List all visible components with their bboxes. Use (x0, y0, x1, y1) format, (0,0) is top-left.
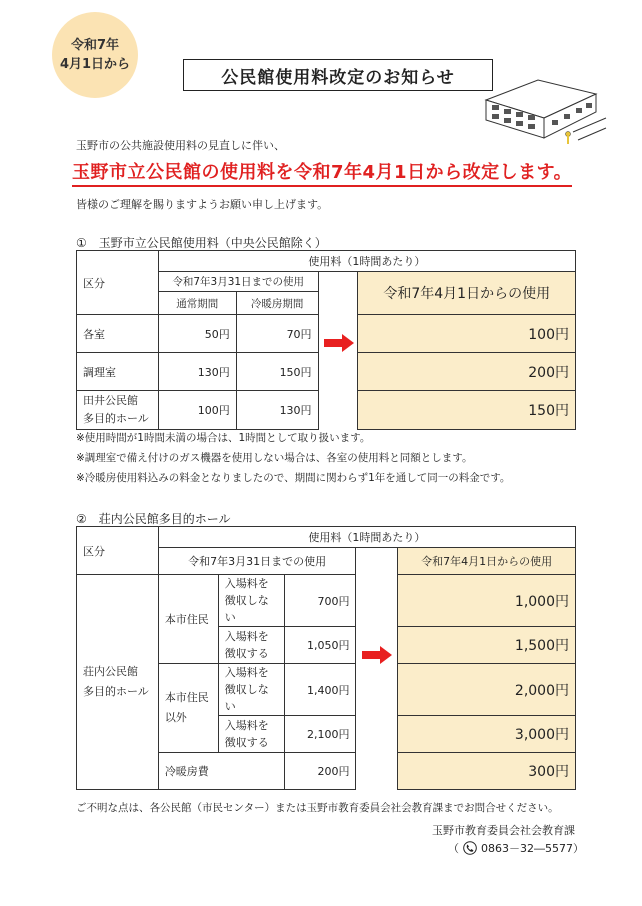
with-fee-line1: 入場料を (224, 719, 269, 732)
phone-icon (463, 841, 477, 855)
with-fee-line2: 徴収する (224, 647, 269, 660)
headline: 玉野市立公民館の使用料を令和7年4月1日から改定します。 (72, 158, 572, 187)
section1-notes (76, 428, 510, 488)
row-name: 調理室 (77, 353, 159, 391)
row-new: 150円 (358, 391, 576, 430)
category-header: 区分 (77, 251, 159, 315)
with-fee-label (218, 716, 284, 753)
new-header: 令和7年4月1日からの使用 (398, 548, 576, 575)
resident-label: 本市住民 (158, 575, 218, 664)
building-illustration (478, 72, 608, 152)
new-value: 300円 (398, 753, 576, 790)
heating-label: 冷暖房費 (158, 753, 284, 790)
nonresident-line1: 本市住民 (164, 691, 209, 704)
section1-title: ① 玉野市立公民館使用料（中央公民館除く） (76, 236, 327, 250)
old-header: 令和7年3月31日までの使用 (158, 548, 356, 575)
facility-line2: 多目的ホール (83, 685, 149, 698)
intro-text: 玉野市の公共施設使用料の見直しに伴い、 (76, 139, 285, 152)
phone-number: 0863－32―5577） (481, 842, 584, 855)
contact-text: ご不明な点は、各公民館（市民センター）または玉野市教育委員会社会教育課までお問合せください。 (76, 802, 559, 814)
new-value: 2,000円 (398, 664, 576, 716)
no-fee-line1: 入場料を (224, 666, 269, 679)
old-value: 2,100円 (284, 716, 356, 753)
nonresident-line2: 以外 (164, 711, 187, 724)
with-fee-line1: 入場料を (224, 630, 269, 643)
org-name: 玉野市教育委員会社会教育課 (432, 824, 575, 837)
section2-title: ② 荘内公民館多目的ホール (76, 512, 231, 526)
note: ※使用時間が1時間未満の場合は、1時間として取り扱います。 (76, 432, 371, 444)
row-ac: 70円 (236, 315, 318, 353)
phone-open: （ (448, 842, 459, 855)
right-arrow-icon (324, 334, 354, 352)
with-fee-line2: 徴収する (224, 736, 269, 749)
arrow-cell (356, 548, 398, 790)
row-new: 200円 (358, 353, 576, 391)
right-arrow-icon (362, 646, 392, 664)
row-name-line1: 田井公民館 (83, 394, 138, 407)
note: ※調理室で備え付けのガス機器を使用しない場合は、各室の使用料と同額とします。 (76, 452, 473, 464)
old-value: 200円 (284, 753, 356, 790)
row-ac: 130円 (236, 391, 318, 430)
old-value: 700円 (284, 575, 356, 627)
no-fee-label (218, 575, 284, 627)
row-new: 100円 (358, 315, 576, 353)
row-name-line2: 多目的ホール (83, 412, 149, 425)
facility-line1: 荘内公民館 (83, 665, 138, 678)
fee-header: 使用料（1時間あたり） (158, 527, 575, 548)
normal-period-header: 通常期間 (158, 292, 236, 315)
row-normal: 130円 (158, 353, 236, 391)
new-value: 1,500円 (398, 627, 576, 664)
badge-line1: 令和7年 (70, 38, 120, 53)
old-value: 1,050円 (284, 627, 356, 664)
no-fee-line2: 徴収しない (224, 594, 269, 624)
row-normal: 50円 (158, 315, 236, 353)
section2-table (76, 526, 576, 790)
no-fee-label (218, 664, 284, 716)
row-normal: 100円 (158, 391, 236, 430)
row-ac: 150円 (236, 353, 318, 391)
note: ※冷暖房使用料込みの料金となりましたので、期間に関わらず1年を通して同一の料金です。 (76, 472, 511, 484)
no-fee-line1: 入場料を (224, 577, 269, 590)
no-fee-line2: 徴収しない (224, 683, 269, 713)
new-value: 3,000円 (398, 716, 576, 753)
with-fee-label (218, 627, 284, 664)
page-title: 公民館使用料改定のお知らせ (183, 59, 493, 91)
new-header: 令和7年4月1日からの使用 (358, 272, 576, 315)
date-badge (52, 12, 138, 98)
arrow-cell (318, 272, 358, 430)
ac-period-header: 冷暖房期間 (236, 292, 318, 315)
table-row (77, 575, 576, 627)
badge-line2: 4月1日から (59, 57, 131, 72)
fee-header: 使用料（1時間あたり） (158, 251, 575, 272)
old-value: 1,400円 (284, 664, 356, 716)
category-header: 区分 (77, 527, 159, 575)
nonresident-label (158, 664, 218, 753)
facility-name (77, 575, 159, 790)
new-value: 1,000円 (398, 575, 576, 627)
row-name (77, 391, 159, 430)
phone-line (448, 840, 584, 856)
old-header: 令和7年3月31日までの使用 (158, 272, 318, 292)
section1-table (76, 250, 576, 430)
thanks-text: 皆様のご理解を賜りますようお願い申し上げます。 (76, 198, 329, 211)
row-name: 各室 (77, 315, 159, 353)
